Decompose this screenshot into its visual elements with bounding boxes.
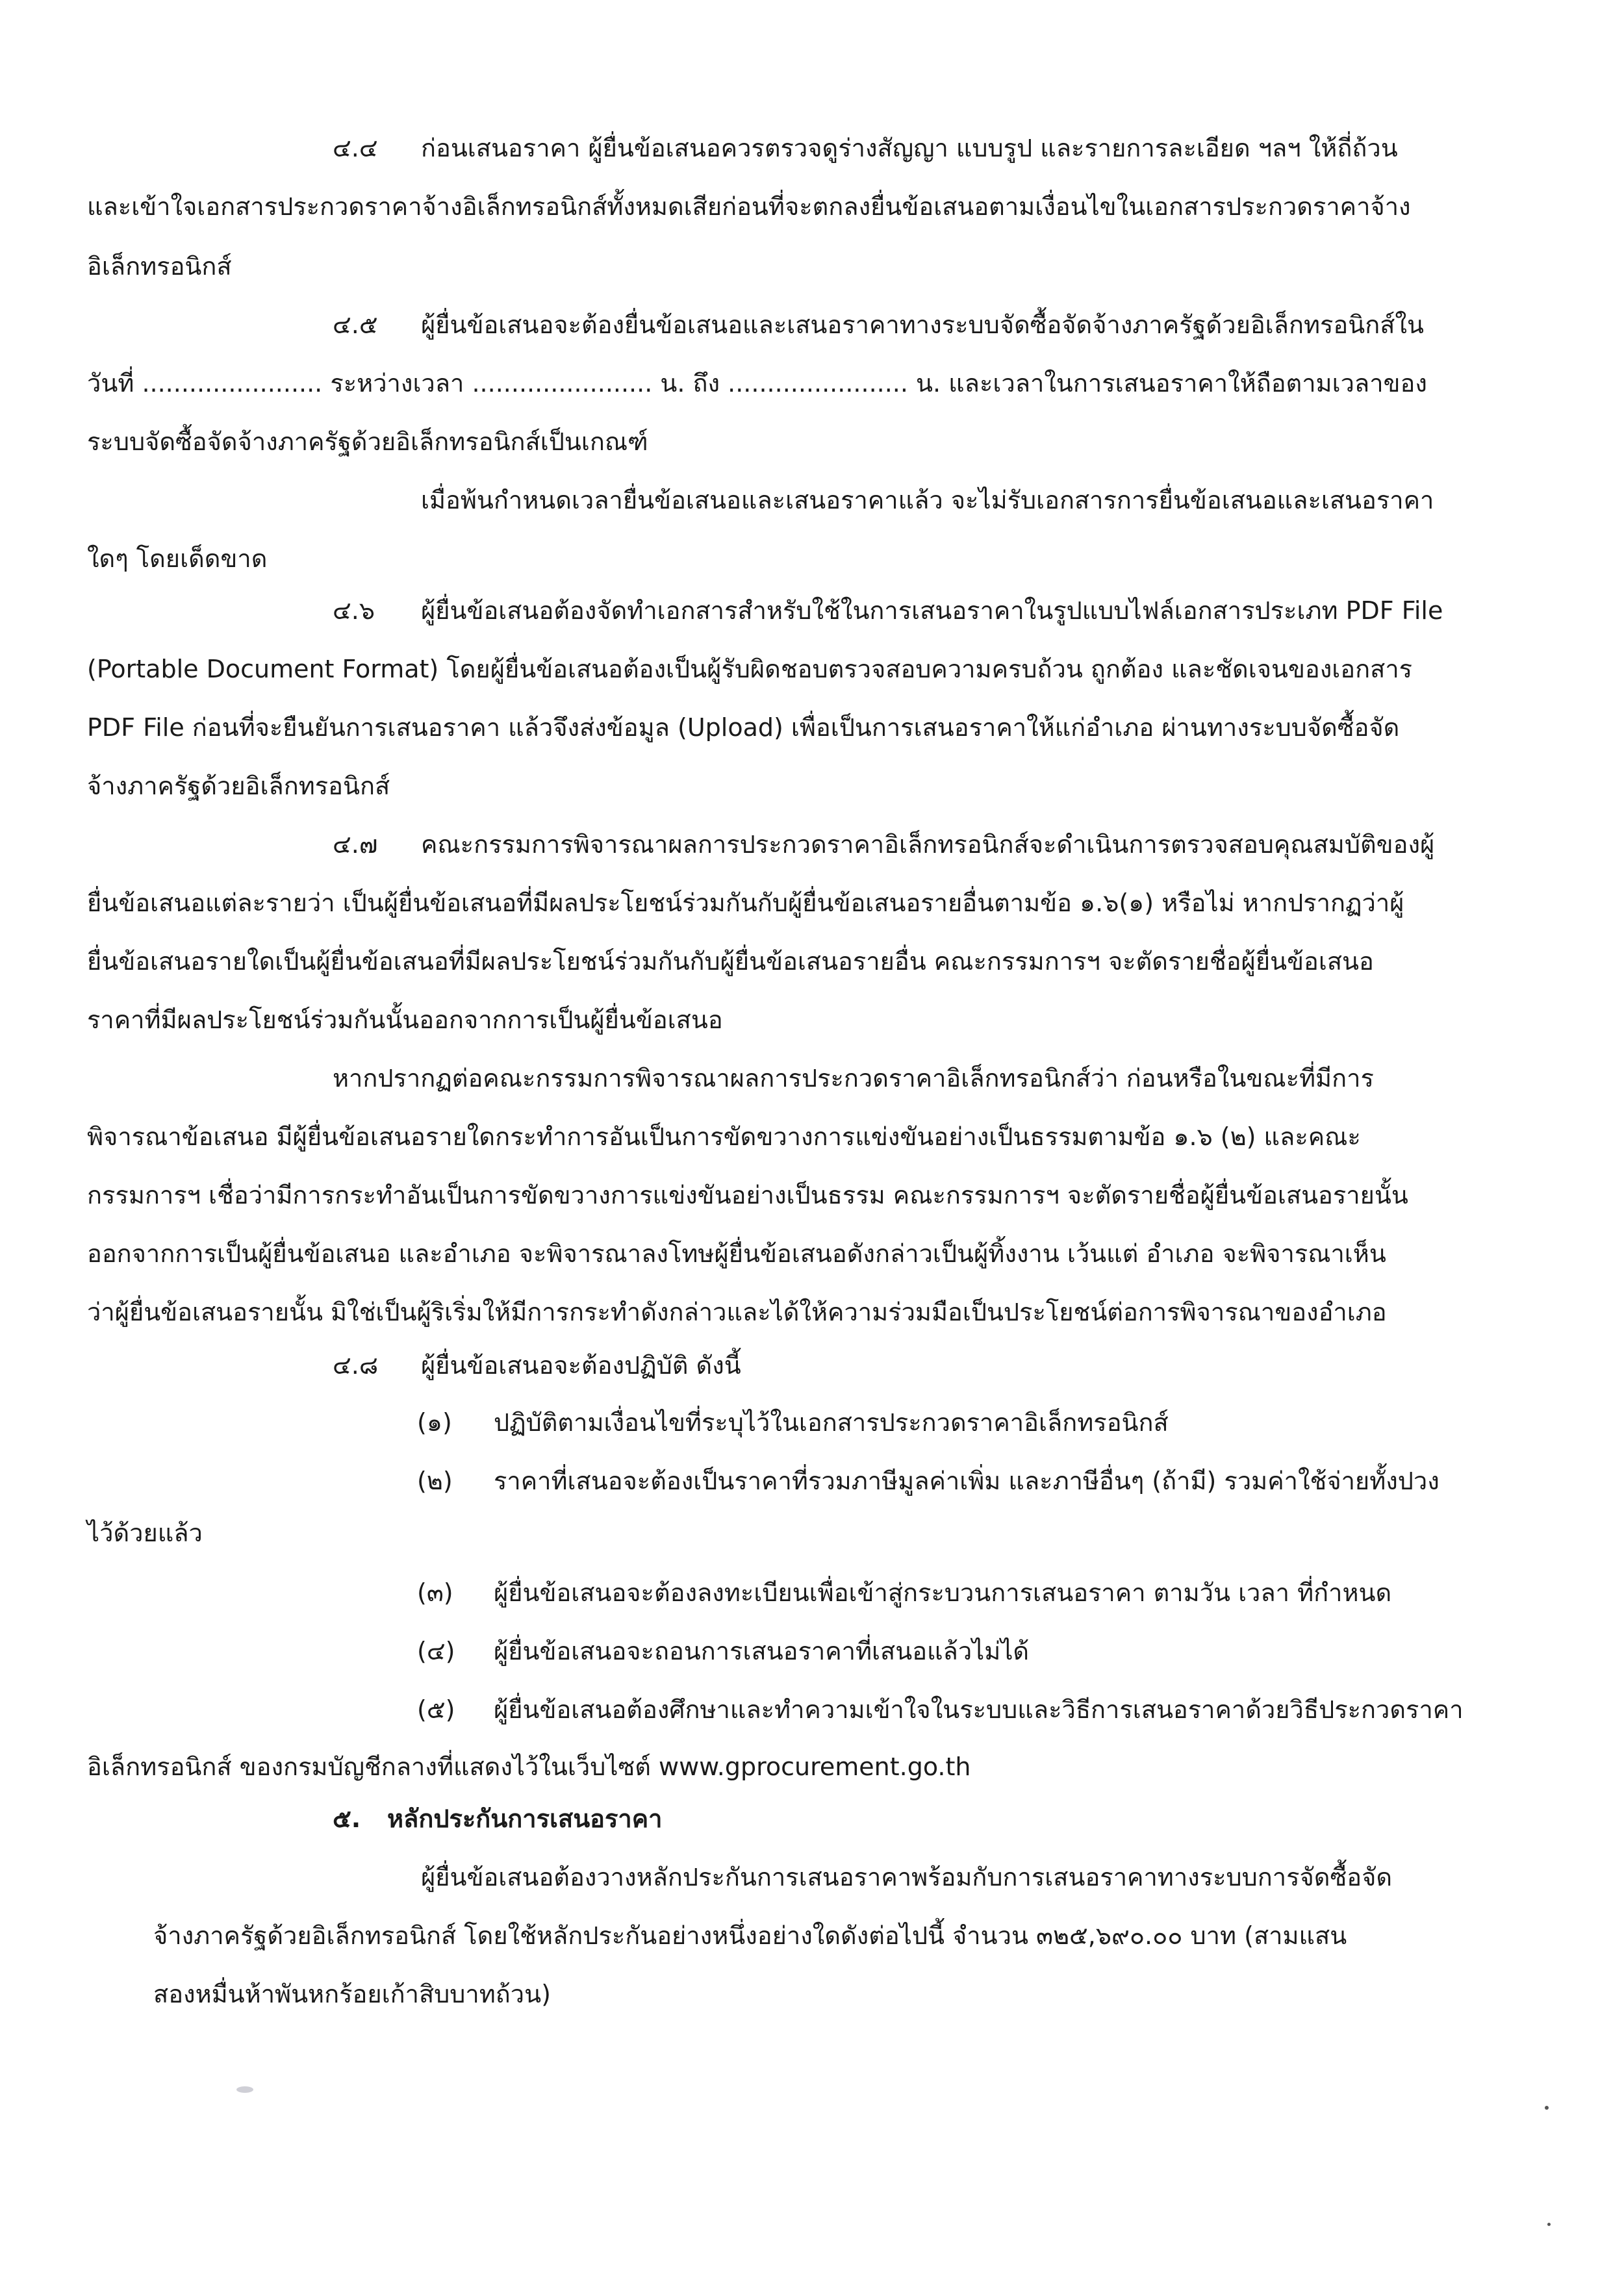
- text-line: ผู้ยื่นข้อเสนอต้องจัดทำเอกสารสำหรับใช้ในการเสนอราคาในรูปแบบไฟล์เอกสารประเภท PDF File: [421, 596, 1443, 625]
- text-line: วันที่ ....................... ระหว่างเวลา ....................... น. ถึง ....................... น. และเวลาในการเสนอราคาให้ถือตามเวลาของ: [87, 369, 1427, 398]
- subitem-number: (๓): [417, 1578, 453, 1607]
- subitem-number: (๔): [417, 1637, 455, 1665]
- text-line: PDF File ก่อนที่จะยืนยันการเสนอราคา แล้วจึงส่งข้อมูล (Upload) เพื่อเป็นการเสนอราคาให้แก่อำเภอ ผ่านทางระบบจัดซื้อจัด: [87, 713, 1400, 742]
- text-line: ระบบจัดซื้อจัดจ้างภาครัฐด้วยอิเล็กทรอนิกส์เป็นเกณฑ์: [87, 427, 648, 456]
- text-line: ผู้ยื่นข้อเสนอจะต้องปฏิบัติ ดังนี้: [421, 1351, 741, 1380]
- scan-speck: [1547, 2223, 1551, 2226]
- section-heading: หลักประกันการเสนอราคา: [387, 1804, 663, 1833]
- text-line: ก่อนเสนอราคา ผู้ยื่นข้อเสนอควรตรวจดูร่างสัญญา แบบรูป และรายการละเอียด ฯลฯ ให้ถี่ถ้วน: [421, 134, 1398, 162]
- item-number: ๔.๗: [333, 830, 378, 859]
- text-line: อิเล็กทรอนิกส์: [87, 252, 232, 281]
- item-number: ๔.๔: [333, 134, 378, 162]
- text-line: ออกจากการเป็นผู้ยื่นข้อเสนอ และอำเภอ จะพิจารณาลงโทษผู้ยื่นข้อเสนอดังกล่าวเป็นผู้ทิ้งงาน เว้นแต่ อำเภอ จะพิจารณาเห็น: [87, 1239, 1386, 1268]
- text-line: ใดๆ โดยเด็ดขาด: [87, 544, 268, 573]
- text-line: และเข้าใจเอกสารประกวดราคาจ้างอิเล็กทรอนิกส์ทั้งหมดเสียก่อนที่จะตกลงยื่นข้อเสนอตามเงื่อนไขในเอกสารประกวดราคาจ้าง: [87, 192, 1411, 221]
- item-number: ๔.๕: [333, 310, 378, 339]
- item-number: ๔.๖: [333, 596, 375, 625]
- subitem-continuation: อิเล็กทรอนิกส์ ของกรมบัญชีกลางที่แสดงไว้ในเว็บไซต์ www.gprocurement.go.th: [87, 1752, 971, 1781]
- subitem-text: ผู้ยื่นข้อเสนอจะต้องลงทะเบียนเพื่อเข้าสู่กระบวนการเสนอราคา ตามวัน เวลา ที่กำหนด: [494, 1578, 1392, 1607]
- text-line: ยื่นข้อเสนอรายใดเป็นผู้ยื่นข้อเสนอที่มีผลประโยชน์ร่วมกันกับผู้ยื่นข้อเสนอรายอื่น คณะกรรมการฯ จะตัดรายชื่อผู้ยื่นข้อเสนอ: [87, 947, 1374, 976]
- text-line: ว่าผู้ยื่นข้อเสนอรายนั้น มิใช่เป็นผู้ริเริ่มให้มีการกระทำดังกล่าวและได้ให้ความร่วมมือเป็นประโยชน์ต่อการพิจารณาของอำเภอ: [87, 1298, 1387, 1326]
- text-line: ยื่นข้อเสนอแต่ละรายว่า เป็นผู้ยื่นข้อเสนอที่มีผลประโยชน์ร่วมกันกับผู้ยื่นข้อเสนอรายอื่นตามข้อ ๑.๖(๑) หรือไม่ หากปรากฏว่าผู้: [87, 889, 1404, 917]
- text-line: ราคาที่มีผลประโยชน์ร่วมกันนั้นออกจากการเป็นผู้ยื่นข้อเสนอ: [87, 1005, 723, 1034]
- text-line: จ้างภาครัฐด้วยอิเล็กทรอนิกส์: [87, 772, 390, 800]
- scan-speck: [236, 2086, 253, 2093]
- text-line: สองหมื่นห้าพันหกร้อยเก้าสิบบาทถ้วน): [153, 1980, 551, 2008]
- scan-speck: [1545, 2106, 1549, 2110]
- text-line: ผู้ยื่นข้อเสนอจะต้องยื่นข้อเสนอและเสนอราคาทางระบบจัดซื้อจัดจ้างภาครัฐด้วยอิเล็กทรอนิกส์ใน: [421, 310, 1424, 339]
- subitem-text: ราคาที่เสนอจะต้องเป็นราคาที่รวมภาษีมูลค่าเพิ่ม และภาษีอื่นๆ (ถ้ามี) รวมค่าใช้จ่ายทั้งปวง: [494, 1467, 1440, 1495]
- subitem-number: (๑): [417, 1408, 452, 1437]
- text-line: (Portable Document Format) โดยผู้ยื่นข้อเสนอต้องเป็นผู้รับผิดชอบตรวจสอบความครบถ้วน ถูกต้อง และชัดเจนของเอกสาร: [87, 655, 1413, 683]
- subitem-number: (๒): [417, 1467, 453, 1495]
- text-line: จ้างภาครัฐด้วยอิเล็กทรอนิกส์ โดยใช้หลักประกันอย่างหนึ่งอย่างใดดังต่อไปนี้ จำนวน ๓๒๕,๖๙๐.๐๐ บาท (สามแสน: [153, 1921, 1347, 1950]
- text-line: กรรมการฯ เชื่อว่ามีการกระทำอันเป็นการขัดขวางการแข่งขันอย่างเป็นธรรม คณะกรรมการฯ จะตัดรายชื่อผู้ยื่นข้อเสนอรายนั้น: [87, 1181, 1408, 1209]
- text-line: เมื่อพ้นกำหนดเวลายื่นข้อเสนอและเสนอราคาแล้ว จะไม่รับเอกสารการยื่นข้อเสนอและเสนอราคา: [421, 486, 1434, 514]
- text-line: คณะกรรมการพิจารณาผลการประกวดราคาอิเล็กทรอนิกส์จะดำเนินการตรวจสอบคุณสมบัติของผู้: [421, 830, 1435, 859]
- text-line: พิจารณาข้อเสนอ มีผู้ยื่นข้อเสนอรายใดกระทำการอันเป็นการขัดขวางการแข่งขันอย่างเป็นธรรมตามข้อ ๑.๖ (๒) และคณะ: [87, 1122, 1361, 1151]
- item-number: ๔.๘: [333, 1351, 379, 1380]
- subitem-number: (๕): [417, 1695, 455, 1724]
- subitem-continuation: ไว้ด้วยแล้ว: [87, 1519, 203, 1547]
- subitem-text: ปฏิบัติตามเงื่อนไขที่ระบุไว้ในเอกสารประกวดราคาอิเล็กทรอนิกส์: [494, 1408, 1169, 1437]
- section-number: ๕.: [333, 1804, 361, 1833]
- text-line: หากปรากฏต่อคณะกรรมการพิจารณาผลการประกวดราคาอิเล็กทรอนิกส์ว่า ก่อนหรือในขณะที่มีการ: [333, 1064, 1374, 1093]
- subitem-text: ผู้ยื่นข้อเสนอจะถอนการเสนอราคาที่เสนอแล้วไม่ได้: [494, 1637, 1030, 1665]
- text-line: ผู้ยื่นข้อเสนอต้องวางหลักประกันการเสนอราคาพร้อมกับการเสนอราคาทางระบบการจัดซื้อจัด: [421, 1863, 1393, 1891]
- subitem-text: ผู้ยื่นข้อเสนอต้องศึกษาและทำความเข้าใจในระบบและวิธีการเสนอราคาด้วยวิธีประกวดราคา: [494, 1695, 1464, 1724]
